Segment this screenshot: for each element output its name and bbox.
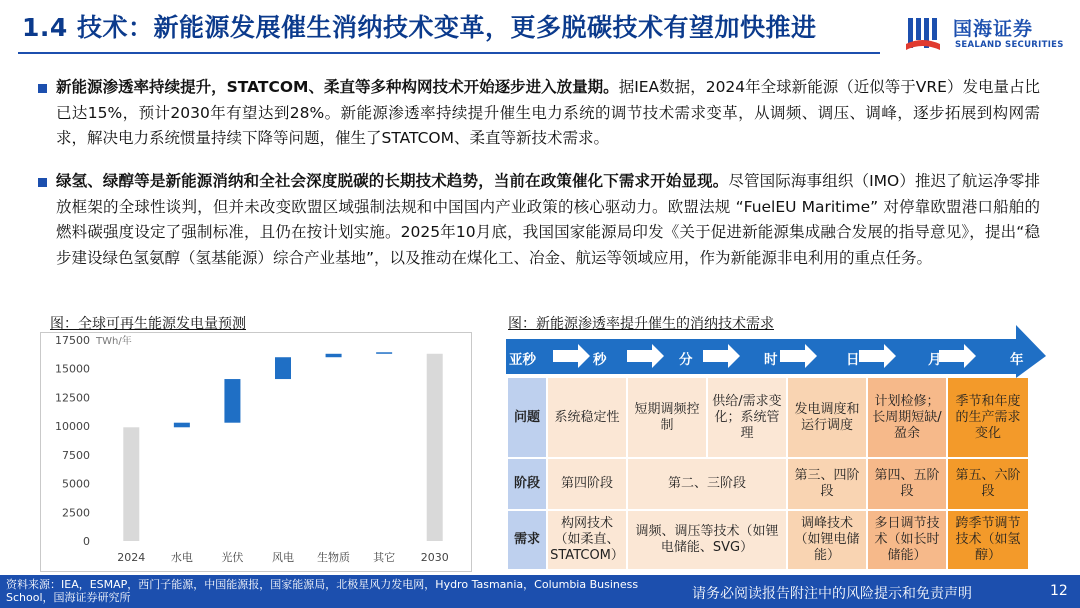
problem-cell: 计划检修；长周期短缺/盈余	[868, 378, 946, 457]
x-tick-label: 生物质	[317, 551, 351, 564]
table-caption: 图：新能源渗透率提升催生的消纳技术需求	[508, 316, 774, 332]
demand-cell: 构网技术（如柔直、STATCOM）	[548, 511, 626, 569]
chart-bar	[123, 427, 139, 541]
problem-cell: 系统稳定性	[548, 378, 626, 457]
timescale-label: 月	[928, 352, 942, 368]
logo-text-cn: 国海证券	[953, 18, 1034, 40]
timescale-label: 秒	[593, 352, 607, 368]
waterfall-chart	[40, 332, 472, 572]
demand-cell: 多日调节技术（如长时储能）	[868, 511, 946, 569]
stage-cell: 第四、五阶段	[868, 459, 946, 509]
problem-cell: 发电调度和运行调度	[788, 378, 866, 457]
y-tick-label: 7500	[62, 448, 90, 462]
paragraph-1	[56, 75, 1040, 152]
logo-text-en: SEALAND SECURITIES	[955, 40, 1064, 50]
timescale-label: 日	[846, 352, 860, 368]
row-header-demand: 需求	[508, 511, 546, 569]
x-tick-label: 其它	[373, 551, 396, 564]
y-tick-label: 12500	[55, 391, 90, 405]
y-tick-label: 2500	[62, 506, 90, 520]
chart-bar	[174, 423, 190, 428]
stage-cell: 第三、四阶段	[788, 459, 866, 509]
problem-cell: 短期调频控制	[628, 378, 706, 457]
demand-cell: 调峰技术（如锂电储能）	[788, 511, 866, 569]
paragraph-2-text: 尽管国际海事组织（IMO）推迟了航运净零排放框架的全球性谈判，但并未改变欧盟区域强制法规和中国国内产业政策的核心驱动力。欧盟法规 “FuelEU Maritime” 对停靠欧盟港口船舶的燃料碳强度设定了强制标准，且仍在按计划实施。2025年10月底，我国国家能源局印发《关于促进新能源集成融合发展的指导意见》，提出“稳步建设绿色氢氨醇（氢基能源）综合产业基地”，以及推动在煤化工、冶金、航运等领域应用，作为新能源非电利用的重点任务。	[56, 172, 1040, 267]
chart-bar	[224, 379, 240, 423]
y-tick-label: 17500	[55, 334, 90, 347]
paragraph-1-text: 据IEA数据，2024年全球新能源（近似等于VRE）发电量占比已达15%，预计2030年有望达到28%。新能源渗透率持续提升催生电力系统的调节技术需求变革，从调频、调压、调峰，逐步拓展到构网需求，解决电力系统惯量持续下降等问题，催生了STATCOM、柔直等新技术需求。	[56, 78, 1040, 147]
row-header-stage: 阶段	[508, 459, 546, 509]
y-tick-label: 15000	[55, 362, 90, 376]
bullet-marker	[38, 178, 47, 187]
timescale-arrow	[506, 322, 1056, 378]
x-tick-label: 风电	[272, 551, 294, 564]
paragraph-2	[56, 169, 1040, 271]
timescale-label: 时	[764, 352, 778, 368]
x-tick-label: 2024	[117, 551, 146, 564]
problem-cell: 供给/需求变化；系统管理	[708, 378, 786, 457]
chart-bar	[326, 354, 342, 357]
chart-caption: 图：全球可再生能源发电量预测	[50, 316, 246, 332]
title-divider	[18, 52, 880, 54]
y-tick-label: 0	[83, 535, 90, 548]
x-tick-label: 2030	[420, 551, 449, 564]
x-tick-label: 水电	[170, 551, 193, 564]
chart-bar	[427, 354, 443, 541]
row-header-problem: 问题	[508, 378, 546, 457]
stage-cell: 第二、三阶段	[628, 459, 786, 509]
chart-bar	[376, 352, 392, 354]
timescale-label: 亚秒	[509, 352, 536, 368]
timescale-label: 年	[1010, 352, 1024, 368]
problem-cell: 季节和年度的生产需求变化	[948, 378, 1028, 457]
timescale-label: 分	[679, 352, 693, 368]
x-tick-label: 光伏	[221, 551, 244, 564]
demand-cell: 跨季节调节技术（如氢醇）	[948, 511, 1028, 569]
page-number: 12	[1050, 583, 1068, 599]
demand-cell: 调频、调压等技术（如锂电储能、SVG）	[628, 511, 786, 569]
chart-bar	[275, 357, 291, 379]
y-tick-label: 10000	[55, 420, 90, 434]
stage-cell: 第四阶段	[548, 459, 626, 509]
footer-disclaimer: 请务必阅读报告附注中的风险提示和免责声明	[692, 586, 972, 602]
y-tick-label: 5000	[62, 477, 90, 491]
y-unit-label: TWh/年	[96, 336, 132, 347]
footer-source: 资料来源：IEA，ESMAP，西门子能源，中国能源报，国家能源局，北极星风力发电网，Hydro Tasmania，Columbia Business School，国海证券研究所	[6, 578, 639, 604]
paragraph-2-bold: 绿氢、绿醇等是新能源消纳和全社会深度脱碳的长期技术趋势，当前在政策催化下需求开始显现。	[56, 172, 729, 190]
bullet-marker	[38, 84, 47, 93]
paragraph-1-bold: 新能源渗透率持续提升，STATCOM、柔直等多种构网技术开始逐步进入放量期。	[56, 78, 619, 96]
page-title: 1.4 技术：新能源发展催生消纳技术变革，更多脱碳技术有望加快推进	[22, 13, 817, 42]
stage-cell: 第五、六阶段	[948, 459, 1028, 509]
